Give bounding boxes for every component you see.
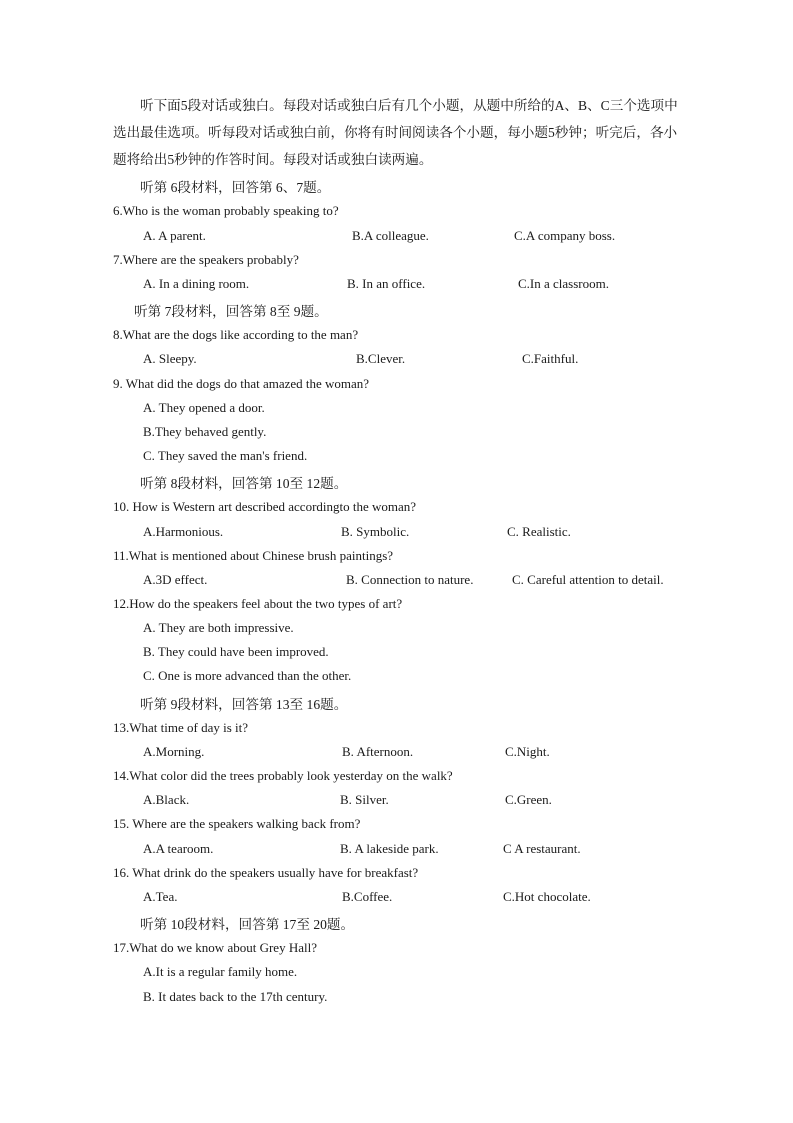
option-b: B. Afternoon. xyxy=(342,744,414,759)
question-text: 14.What color did the trees probably look yesterday on the walk? xyxy=(113,768,453,783)
option-b: B. A lakeside park. xyxy=(340,841,439,856)
section-heading: 听第 9段材料，回答第 13至 16题。 xyxy=(140,697,348,712)
option-c: C. One is more advanced than the other. xyxy=(143,668,352,683)
option-c: C. Realistic. xyxy=(507,524,571,539)
option-a: A. A parent. xyxy=(143,228,206,243)
option-b: B. They could have been improved. xyxy=(143,644,329,659)
question-text: 13.What time of day is it? xyxy=(113,720,249,735)
option-c: C.Green. xyxy=(505,792,552,807)
option-a: A.3D effect. xyxy=(143,572,208,587)
question-text: 11.What is mentioned about Chinese brush paintings? xyxy=(113,548,394,563)
option-c: C. Careful attention to detail. xyxy=(512,572,664,587)
option-a: A.A tearoom. xyxy=(143,841,214,856)
option-a: A.Tea. xyxy=(143,889,178,904)
question-text: 16. What drink do the speakers usually have for breakfast? xyxy=(113,865,419,880)
question-text: 12.How do the speakers feel about the two types of art? xyxy=(113,596,403,611)
option-c: C.In a classroom. xyxy=(518,276,609,291)
option-b: B. Symbolic. xyxy=(341,524,410,539)
option-b: B. In an office. xyxy=(347,276,426,291)
section-heading: 听第 10段材料，回答第 17至 20题。 xyxy=(140,917,355,932)
option-b: B.They behaved gently. xyxy=(143,424,267,439)
option-c: C.Night. xyxy=(505,744,550,759)
option-a: A.Black. xyxy=(143,792,190,807)
option-a: A.It is a regular family home. xyxy=(143,964,298,979)
option-c: C.Faithful. xyxy=(522,351,579,366)
option-b: B. Silver. xyxy=(340,792,389,807)
option-a: A. Sleepy. xyxy=(143,351,197,366)
question-text: 17.What do we know about Grey Hall? xyxy=(113,940,317,955)
option-a: A. They opened a door. xyxy=(143,400,265,415)
option-a: A. They are both impressive. xyxy=(143,620,294,635)
option-b: B.Coffee. xyxy=(342,889,393,904)
instructions-paragraph: 听下面5段对话或独白。每段对话或独白后有几个小题，从题中所给的A、B、C三个选项中选出最佳选项。听每段对话或独白前，你将有时间阅读各个小题，每小题5秒钟；听完后，各小题将给出5秒钟的作答时间。每段对话或独白读两遍。 xyxy=(113,98,678,167)
section-heading: 听第 6段材料，回答第 6、7题。 xyxy=(140,180,331,195)
option-a: A.Harmonious. xyxy=(143,524,224,539)
section-heading: 听第 8段材料，回答第 10至 12题。 xyxy=(140,476,348,491)
option-c: C.A company boss. xyxy=(514,228,616,243)
question-text: 7.Where are the speakers probably? xyxy=(113,252,299,267)
option-c: C A restaurant. xyxy=(503,841,581,856)
section-heading: 听第 7段材料，回答第 8至 9题。 xyxy=(134,304,328,319)
option-b: B. It dates back to the 17th century. xyxy=(143,989,328,1004)
question-text: 6.Who is the woman probably speaking to? xyxy=(113,203,339,218)
question-text: 10. How is Western art described accordingto the woman? xyxy=(113,499,417,514)
option-c: C.Hot chocolate. xyxy=(503,889,591,904)
option-b: B. Connection to nature. xyxy=(346,572,474,587)
option-b: B.A colleague. xyxy=(352,228,429,243)
option-a: A.Morning. xyxy=(143,744,205,759)
question-text: 15. Where are the speakers walking back from? xyxy=(113,816,361,831)
option-c: C. They saved the man's friend. xyxy=(143,448,308,463)
question-text: 8.What are the dogs like according to the man? xyxy=(113,327,359,342)
option-b: B.Clever. xyxy=(356,351,406,366)
option-a: A. In a dining room. xyxy=(143,276,250,291)
question-text: 9. What did the dogs do that amazed the woman? xyxy=(113,376,370,391)
